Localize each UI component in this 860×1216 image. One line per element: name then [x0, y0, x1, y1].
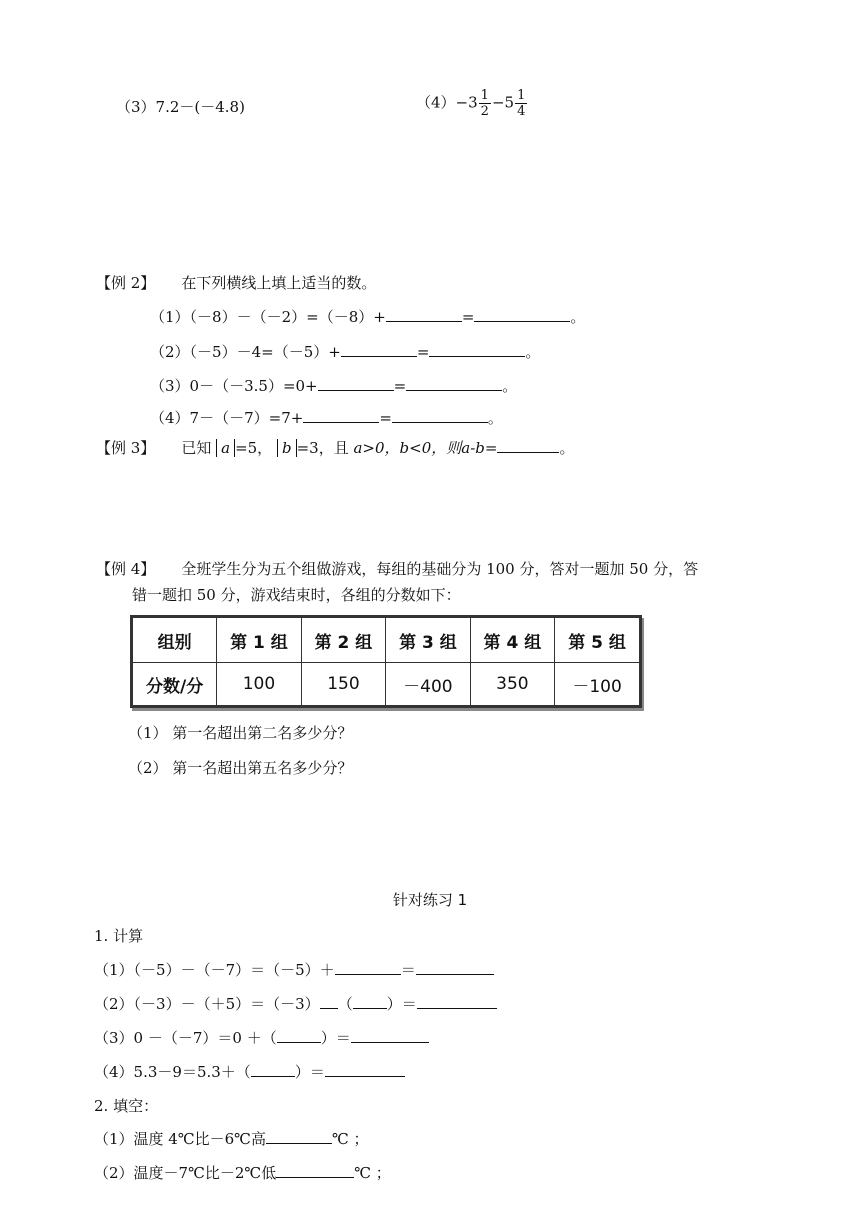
example-4-question-1: （1） 第一名超出第二名多少分？: [128, 724, 353, 742]
practice-calc-2: （2）（－3）－（＋5）＝（－3） （ ）＝: [94, 993, 497, 1014]
table-cell: －100: [555, 663, 641, 707]
table-cell: 分数/分: [132, 663, 217, 707]
table-row: [132, 617, 641, 663]
table-cell: 350: [470, 663, 554, 707]
example-2-line-3: （3）0－（－3.5）=0+ = 。: [150, 377, 518, 395]
practice-fill-2: （2）温度－7℃比－2℃低 ℃ ；: [94, 1164, 391, 1182]
practice-calc-4: （4）5.3－9＝5.3＋（ ）＝: [94, 1061, 405, 1082]
table-header: 第 3 组: [386, 617, 470, 663]
example-2-line-2: （2）（－5）－4=（－5）+ = 。: [150, 343, 541, 361]
example-2-line-1: （1）（－8）－（－2）=（－8）+ = 。: [150, 308, 586, 326]
fraction-one-quarter: $\frac{1}{4}$: [517, 88, 526, 119]
table-cell: －400: [386, 663, 470, 707]
table-cell: 100: [217, 663, 301, 707]
example-2-line-4: （4）7－（－7）=7+ = 。: [150, 409, 503, 427]
fraction-one-half: $\frac{1}{2}$: [480, 88, 489, 119]
table-header: 第 4 组: [470, 617, 554, 663]
practice-section-1: 1. 计算: [94, 927, 144, 945]
abs-a: a: [216, 439, 235, 457]
example-2-heading: 【例 2】 在下列横线上填上适当的数。: [96, 274, 377, 292]
table-cell: 150: [301, 663, 385, 707]
practice-section-2: 2. 填空：: [94, 1097, 159, 1115]
table-header: 第 5 组: [555, 617, 641, 663]
problem-3: （3）7.2－(－4.8): [116, 98, 245, 116]
practice-fill-1: （1）温度 4℃比－6℃高 ℃ ；: [94, 1130, 369, 1148]
table-header: 组别: [132, 617, 217, 663]
table-row: [132, 663, 641, 707]
practice-calc-1: （1）（－5）－（－7）＝（－5）＋ ＝: [94, 959, 494, 980]
example-3: 【例 3】 已知 a =5， b =3，且 a>0，b<0，则a-b= 。: [96, 439, 575, 457]
problem-4: （4）−3 $\frac{1}{2}$ −5 $\frac{1}{4}$: [416, 88, 526, 119]
example-4-question-2: （2） 第一名超出第五名多少分？: [128, 759, 353, 777]
abs-b: b: [277, 439, 297, 457]
table-header: 第 2 组: [301, 617, 385, 663]
score-table: [130, 615, 642, 708]
table-header: 第 1 组: [217, 617, 301, 663]
example-4-line-1: 【例 4】 全班学生分为五个组做游戏，每组的基础分为 100 分，答对一题加 50 分，答: [96, 560, 699, 578]
practice-calc-3: （3）0 －（－7）＝0 ＋（ ）＝: [94, 1027, 429, 1048]
example-4-line-2: 错一题扣 50 分，游戏结束时，各组的分数如下：: [132, 586, 461, 604]
practice-title: 针对练习 1: [392, 891, 468, 909]
